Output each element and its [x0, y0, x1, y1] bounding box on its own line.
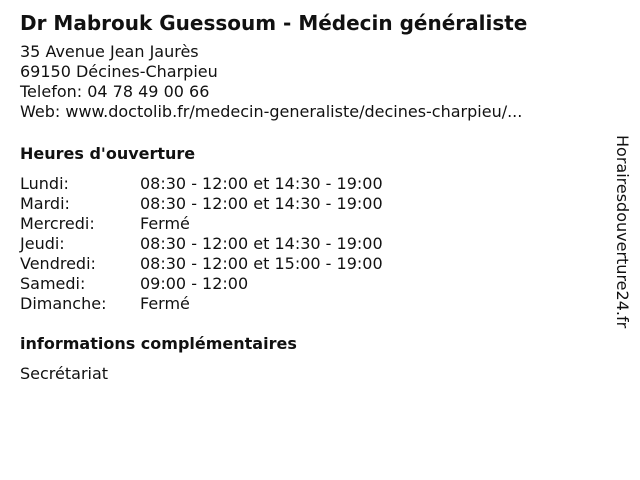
site-brand-text: Horairesdouverture24.fr	[613, 135, 632, 329]
day-hours: 08:30 - 12:00 et 15:00 - 19:00	[140, 254, 383, 273]
opening-hours-list	[20, 174, 600, 314]
day-label: Mercredi:	[20, 214, 95, 233]
hours-row-saturday	[20, 274, 600, 294]
hours-row-sunday	[20, 294, 600, 314]
hours-row-tuesday	[20, 194, 600, 214]
day-hours: 09:00 - 12:00	[140, 274, 249, 293]
day-label: Lundi:	[20, 174, 69, 193]
hours-row-friday	[20, 254, 600, 274]
opening-hours-heading: Heures d'ouverture	[20, 144, 196, 163]
day-label: Dimanche:	[20, 294, 107, 313]
day-hours: Fermé	[140, 214, 190, 233]
day-hours: 08:30 - 12:00 et 14:30 - 19:00	[140, 194, 383, 213]
day-hours: 08:30 - 12:00 et 14:30 - 19:00	[140, 174, 383, 193]
hours-row-monday	[20, 174, 600, 194]
day-hours: Fermé	[140, 294, 190, 313]
day-label: Samedi:	[20, 274, 86, 293]
day-label: Vendredi:	[20, 254, 96, 273]
hours-row-wednesday	[20, 214, 600, 234]
day-label: Mardi:	[20, 194, 70, 213]
business-card	[20, 10, 600, 384]
city-address: 69150 Décines-Charpieu	[20, 62, 218, 81]
additional-info-heading: informations complémentaires	[20, 334, 297, 353]
day-hours: 08:30 - 12:00 et 14:30 - 19:00	[140, 234, 383, 253]
website-link[interactable]: Web: www.doctolib.fr/medecin-generaliste/decines-charpieu/...	[20, 102, 523, 121]
page-title: Dr Mabrouk Guessoum - Médecin généraliste	[20, 11, 528, 35]
street-address: 35 Avenue Jean Jaurès	[20, 42, 199, 61]
site-brand-watermark	[612, 135, 632, 345]
phone-number[interactable]: Telefon: 04 78 49 00 66	[20, 82, 210, 101]
hours-row-thursday	[20, 234, 600, 254]
address-block	[20, 42, 600, 122]
day-label: Jeudi:	[20, 234, 65, 253]
additional-info-text: Secrétariat	[20, 364, 109, 383]
